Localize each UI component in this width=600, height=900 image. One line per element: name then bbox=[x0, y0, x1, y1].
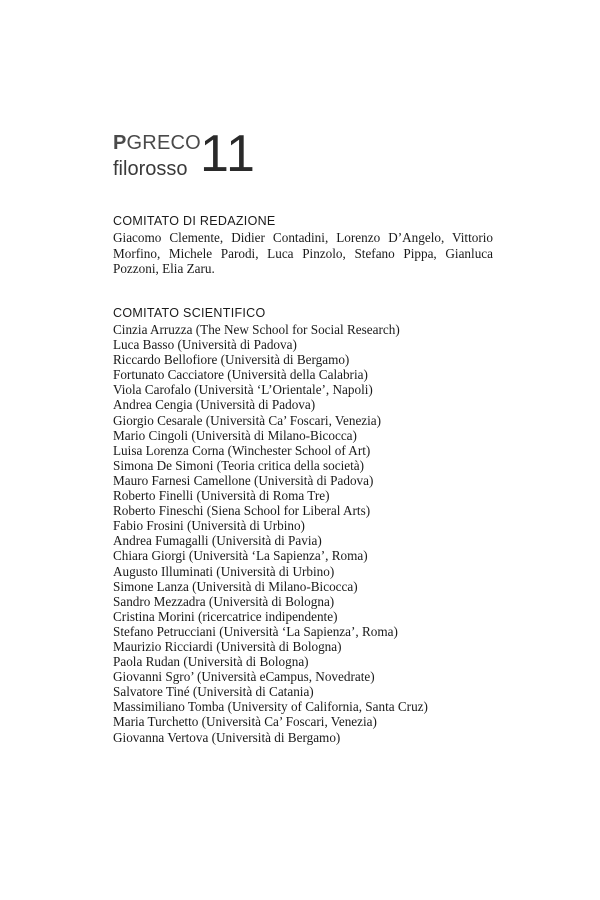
list-item: Fortunato Cacciatore (Università della Calabria) bbox=[113, 367, 368, 383]
list-item: Andrea Fumagalli (Università di Pavia) bbox=[113, 533, 322, 549]
list-item: Giovanna Vertova (Università di Bergamo) bbox=[113, 729, 341, 745]
list-item: Luca Basso (Università di Padova) bbox=[113, 337, 297, 353]
scientific-board-list bbox=[113, 322, 493, 745]
series-name: filorosso bbox=[113, 158, 188, 180]
list-item: Andrea Cengia (Università di Padova) bbox=[113, 397, 316, 413]
list-item: Paola Rudan (Università di Bologna) bbox=[113, 654, 309, 670]
scientific-board-section bbox=[113, 305, 493, 745]
list-item: Mauro Farnesi Camellone (Università di Padova) bbox=[113, 472, 374, 488]
series-brand bbox=[113, 132, 201, 154]
list-item: Roberto Fineschi (Siena School for Liberal Arts) bbox=[113, 503, 371, 519]
list-item: Mario Cingoli (Università di Milano-Bicocca) bbox=[113, 427, 357, 443]
list-item: Maurizio Ricciardi (Università di Bologna) bbox=[113, 638, 342, 654]
list-item: Roberto Finelli (Università di Roma Tre) bbox=[113, 488, 330, 504]
list-item: Luisa Lorenza Corna (Winchester School of Art) bbox=[113, 442, 371, 458]
list-item: Massimiliano Tomba (University of California, Santa Cruz) bbox=[113, 699, 428, 715]
editorial-board-members: Giacomo Clemente, Didier Contadini, Lorenzo D’Angelo, Vittorio Morfino, Michele Parodi, Luca Pinzolo, Stefano Pippa, Gianluca Pozzoni, Elia Zaru. bbox=[113, 230, 493, 277]
list-item: Viola Carofalo (Università ‘L’Orientale’, Napoli) bbox=[113, 382, 373, 398]
list-item: Simone Lanza (Università di Milano-Bicocca) bbox=[113, 578, 358, 594]
list-item: Stefano Petrucciani (Università ‘La Sapienza’, Roma) bbox=[113, 623, 398, 639]
list-item: Cristina Morini (ricercatrice indipendente) bbox=[113, 608, 338, 624]
list-item: Riccardo Bellofiore (Università di Bergamo) bbox=[113, 352, 350, 368]
masthead bbox=[113, 125, 313, 188]
brand-name: GRECO bbox=[126, 132, 201, 154]
list-item: Simona De Simoni (Teoria critica della società) bbox=[113, 457, 365, 473]
editorial-board-section bbox=[113, 213, 493, 277]
list-item: Maria Turchetto (Università Ca’ Foscari, Venezia) bbox=[113, 714, 377, 730]
list-item: Sandro Mezzadra (Università di Bologna) bbox=[113, 593, 335, 609]
list-item: Giorgio Cesarale (Università Ca’ Foscari, Venezia) bbox=[113, 412, 382, 428]
list-item: Fabio Frosini (Università di Urbino) bbox=[113, 518, 305, 534]
list-item: Cinzia Arruzza (The New School for Social Research) bbox=[113, 322, 400, 337]
list-item: Salvatore Tiné (Università di Catania) bbox=[113, 684, 314, 700]
list-item: Giovanni Sgro’ (Università eCampus, Novedrate) bbox=[113, 669, 375, 685]
issue-number: 11 bbox=[200, 125, 256, 183]
list-item: Augusto Illuminati (Università di Urbino) bbox=[113, 563, 335, 579]
list-item: Chiara Giorgi (Università ‘La Sapienza’, Roma) bbox=[113, 548, 368, 564]
editorial-board-heading: COMITATO DI REDAZIONE bbox=[113, 214, 276, 228]
scientific-board-heading: COMITATO SCIENTIFICO bbox=[113, 306, 266, 320]
brand-initial: P bbox=[113, 132, 127, 154]
